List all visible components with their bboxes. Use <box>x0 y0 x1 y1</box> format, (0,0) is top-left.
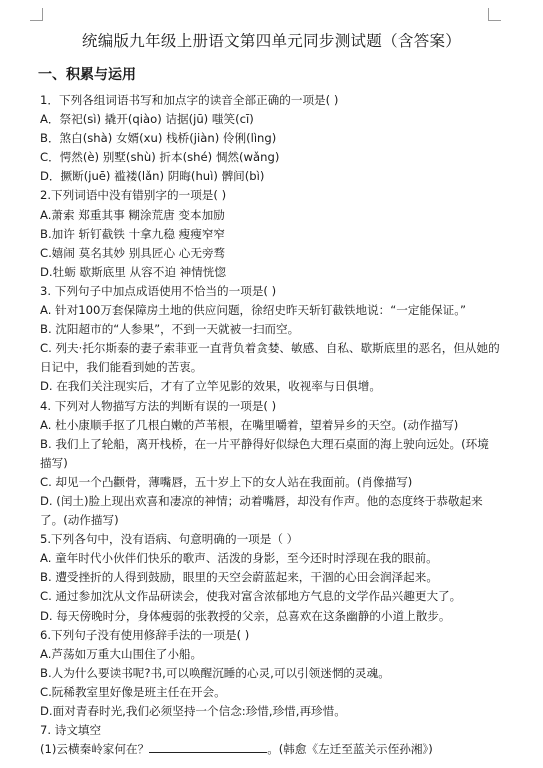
text-line: A.芦荡如万重大山围住了小船。 <box>40 646 203 661</box>
text-line: 5.下列各句中，没有语病、句意明确的一项是（ ） <box>40 532 299 547</box>
text-line: B. 我们上了轮船，离开栈桥，在一片平静得好似绿色大理石桌面的海上驶向远处。(环境描写) <box>40 436 489 470</box>
text-line: B.人为什么要读书呢?书,可以唤醒沉睡的心灵,可以引领迷惘的灵魂。 <box>40 665 390 680</box>
blank-prefix: (1)云横秦岭家何在？ <box>40 742 150 757</box>
text-line: A. 童年时代小伙伴们快乐的歌声、活泼的身影，至今还时时浮现在我的眼前。 <box>40 551 438 566</box>
text-line: 7. 诗文填空 <box>40 723 102 738</box>
text-line: A. 杜小康顺手抠了几根白嫩的芦苇根，在嘴里嚼着，望着异乡的天空。(动作描写) <box>40 417 459 432</box>
text-line: B. 遭受挫折的人得到鼓励，眼里的天空会蔚蓝起来，干涸的心田会润泽起来。 <box>40 570 438 585</box>
section-heading: 一、积累与运用 <box>38 67 136 83</box>
text-line: C. 列夫·托尔斯泰的妻子索菲亚一直背负着贪婪、敏感、自私、歇斯底里的恶名，但从她的日记中，我们能看到她的苦衷。 <box>40 341 500 375</box>
text-line: A.萧索 郑重其事 糊涂荒唐 变本加励 <box>40 207 225 222</box>
text-line: C. 却见一个凸颧骨，薄嘴唇，五十岁上下的女人站在我面前。(肖像描写) <box>40 474 413 489</box>
text-line: B．煞白(shà) 女婿(xu) 栈桥(jiàn) 伶俐(lìng) <box>40 131 277 146</box>
text-line: 2.下列词语中没有错别字的一项是( ) <box>40 188 227 203</box>
text-line: D. (闰土)脸上现出欢喜和凄凉的神情；动着嘴唇，却没有作声。他的态度终于恭敬起来了。(动作描写) <box>40 493 483 528</box>
text-line: C. 通过参加沈从文作品研读会，使我对富含浓郁地方气息的文学作品兴趣更大了。 <box>40 589 462 604</box>
text-line: C.阮稀教室里好像是班主任在开会。 <box>40 684 226 699</box>
text-line: D. 在我们关注现实后，才有了立竿见影的效果，收视率与日俱增。 <box>40 379 381 394</box>
text-line: 1．下列各组词语书写和加点字的读音全部正确的一项是( ) <box>40 93 339 107</box>
text-line: B.加许 斩钉截铁 十拿九稳 瘦瘦窄窄 <box>40 226 226 241</box>
answer-blank[interactable] <box>149 740 267 753</box>
text-line: 3. 下列句子中加点成语使用不恰当的一项是( ) <box>40 283 277 298</box>
crop-mark-top-left <box>30 8 43 21</box>
text-line: D. 每天傍晚时分，身体瘦弱的张教授的父亲，总喜欢在这条幽静的小道上散步。 <box>40 608 451 623</box>
text-line: B. 沈阳超市的“人参果”，不到一天就被一扫而空。 <box>40 322 300 337</box>
crop-mark-top-right <box>488 8 501 21</box>
blank-suffix: 。(韩愈《左迁至蓝关示侄孙湘》) <box>267 742 433 757</box>
fill-blank-line <box>40 740 500 759</box>
text-line: D．撅断(juē) 褴褛(lǎn) 阴晦(huì) 髀间(bì) <box>40 169 265 184</box>
text-line: 4. 下列对人物描写方法的判断有误的一项是( ) <box>40 398 277 413</box>
text-line: D.牡蛎 歇斯底里 从容不迫 神情恍惚 <box>40 264 226 279</box>
text-line: A. 针对100万套保障房土地的供应问题，徐绍史昨天斩钉截铁地说：“一定能保证。” <box>40 303 467 318</box>
text-line: 6.下列句子没有使用修辞手法的一项是( ) <box>40 627 250 642</box>
text-line: C．愕然(è) 别墅(shù) 折本(shé) 惆然(wǎng) <box>40 150 280 165</box>
question-body <box>40 91 500 759</box>
text-line: C.嬉闹 莫名其妙 别具匠心 心无旁骛 <box>40 245 226 260</box>
text-line: A．祭祀(sì) 撬开(qiào) 诘据(jū) 嗤笑(cī) <box>40 112 254 127</box>
document-title: 统编版九年级上册语文第四单元同步测试题（含答案） <box>81 32 462 50</box>
text-line: D.面对青春时光,我们必须坚持一个信念:珍惜,珍惜,再珍惜。 <box>40 704 346 718</box>
